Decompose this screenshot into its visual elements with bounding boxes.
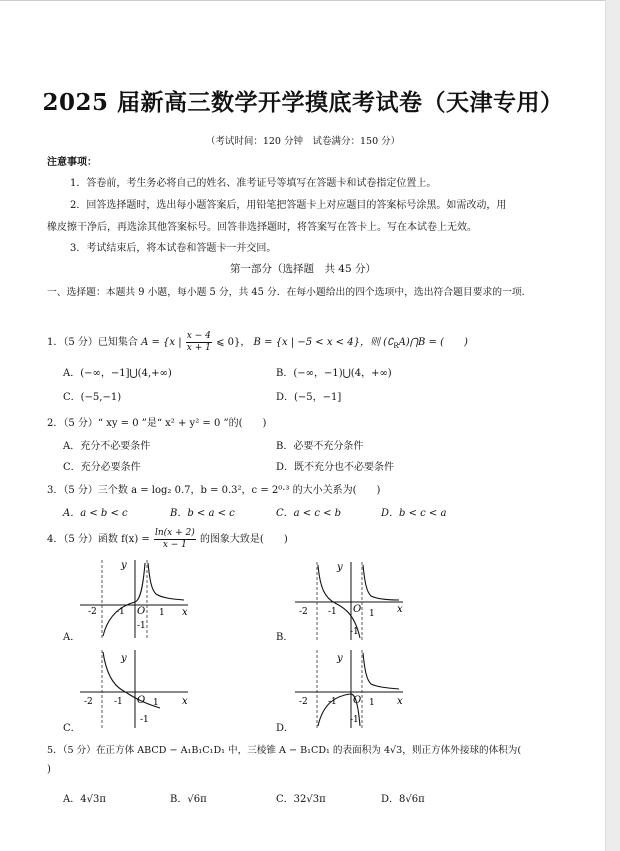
graph-b-label-m2: -2 [299,607,308,617]
graph-b-label-m1b: -1 [350,627,359,637]
graph-b-label-p1: 1 [369,609,375,619]
q1-set-b: B = {x | −5 < x < 4}，则 (∁ [253,337,394,348]
note-item-3: 3．考试结束后，将本试卷和答题卡一并交回。 [70,243,277,254]
q5-option-b[interactable]: B．√6π [170,794,207,805]
q4-graph-b[interactable] [295,560,405,642]
question-5-stem-line2: ) [47,764,51,775]
q5-option-d[interactable]: D．8√6π [381,794,425,805]
q2-option-a[interactable]: A．充分不必要条件 [63,441,151,452]
q1-option-b[interactable]: B．(−∞，−1)⋃(4，+∞) [276,368,392,379]
graph-d-y-label: y [337,653,343,664]
q1-option-a[interactable]: A．(−∞，−1]⋃(4,+∞) [63,368,172,379]
q4-option-c[interactable]: C． [63,723,81,734]
q2-option-d[interactable]: D．既不充分也不必要条件 [276,462,395,473]
question-3-stem: 3．（5 分）三个数 a = log₂ 0.7，b = 0.3²，c = 2⁰·³ 的大小关系为( ) [47,485,381,496]
graph-c-label-m1: -1 [114,697,123,707]
graph-c-label-p1: 1 [153,698,159,708]
q4-graph-a[interactable] [80,558,190,640]
q5-option-a[interactable]: A．4√3π [63,794,106,805]
vertical-scrollbar[interactable] [605,0,620,851]
graph-d-label-m1: -1 [328,697,337,707]
q2-option-c[interactable]: C．充分必要条件 [63,462,141,473]
graph-c-y-label: y [121,653,127,664]
q2-option-b[interactable]: B．必要不充分条件 [276,441,364,452]
q3-option-b[interactable]: B．b < a < c [170,508,235,519]
section-title: 第一部分（选择题 共 45 分） [229,263,377,275]
note-item-2-line2: 橡皮擦干净后，再选涂其他答案标号。回答非选择题时，将答案写在答卡上。写在本试卷上无效。 [47,222,477,233]
q1-prefix: 1．（5 分）已知集合 [47,337,138,348]
q1-set-b2: A)⋂B = ( ) [398,337,468,348]
q4-frac-num: ln(x + 2) [154,528,195,538]
q1-frac-den: x + 1 [186,343,211,353]
q1-fraction [186,331,212,354]
question-2-stem: 2．（5 分）“ xy = 0 ”是“ x² + y² = 0 ”的( ) [47,418,267,429]
q5-option-c[interactable]: C．32√3π [276,794,326,805]
graph-a-label-m2: -2 [88,607,97,617]
graph-d-origin: O [353,695,362,706]
graph-a-curve-right [148,563,184,600]
graph-b-y-label: y [337,562,343,573]
question-1-stem [47,331,468,354]
graph-b-curve-right [363,565,399,600]
graph-a-x-label: x [182,607,188,618]
question-5-stem-line1: 5．（5 分）在正方体 ABCD − A₁B₁C₁D₁ 中，三棱锥 A − B₁CD₁ 的表面积为 4√3，则正方体外接球的体积为( [47,745,522,756]
q3-option-c[interactable]: C．a < c < b [276,508,342,519]
exam-subtitle: （考试时间：120 分钟 试卷满分：150 分） [205,136,401,147]
graph-c-label-m1b: -1 [140,715,149,725]
q1-sub-r: R [393,342,399,350]
graph-b-x-label: x [397,604,403,615]
q4-graph-c[interactable] [80,648,190,730]
graph-d-label-m1b: -1 [350,715,359,725]
q1-frac-num: x − 4 [186,331,211,341]
q3-option-d[interactable]: D．b < c < a [381,508,447,519]
graph-d-x-label: x [397,696,403,707]
graph-a-label-p1: 1 [159,608,165,618]
graph-a-label-m1b: -1 [137,621,146,631]
q1-option-c[interactable]: C．(−5,−1) [63,392,122,403]
q3-option-a[interactable]: A．a < b < c [63,508,128,519]
graph-d-label-m2: -2 [299,697,308,707]
q4-option-d[interactable]: D． [276,723,295,734]
graph-c-curve [103,652,160,708]
graph-b-origin: O [353,604,362,615]
q1-option-d[interactable]: D．(−5，−1] [276,392,342,403]
graph-b-label-m1: -1 [328,607,337,617]
q4-fraction [154,528,196,551]
graph-a-label-m1: -1 [116,607,125,617]
note-item-2-line1: 2．回答选择题时，选出每小题答案后，用铅笔把答题卡上对应题目的答案标号涂黑。如需改动，用 [70,200,507,211]
graph-a-y-label: y [121,560,127,571]
note-item-1: 1．答卷前，考生务必将自己的姓名、准考证号等填写在答题卡和试卷指定位置上。 [70,178,437,189]
q4-prefix: 4．（5 分）函数 f(x) = [47,534,150,545]
q4-suffix: 的图象大致是( ) [199,534,288,545]
q1-set-a: A = {x | [141,337,182,348]
graph-c-label-m2: -2 [84,697,93,707]
page-title: 2025 届新高三数学开学摸底考试卷（天津专用） [42,89,564,116]
q4-graph-d[interactable] [295,648,405,730]
graph-d-curve-right [363,653,399,689]
graph-d-label-p1: 1 [369,698,375,708]
part-intro: 一、选择题：本题共 9 小题，每小题 5 分，共 45 分．在每小题给出的四个选项中，选出符合题目要求的一项． [47,287,532,298]
q4-option-a[interactable]: A． [63,632,81,643]
q1-set-a-rhs: ⩽ 0}， [216,337,251,348]
q4-frac-den: x − 1 [162,540,187,550]
graph-c-origin: O [137,695,146,706]
question-4-stem [47,528,288,551]
graph-c-x-label: x [182,696,188,707]
graph-a-origin: O [137,606,146,617]
page-top-border [0,0,606,1]
q4-option-b[interactable]: B． [276,632,294,643]
notes-heading: 注意事项： [47,157,97,168]
